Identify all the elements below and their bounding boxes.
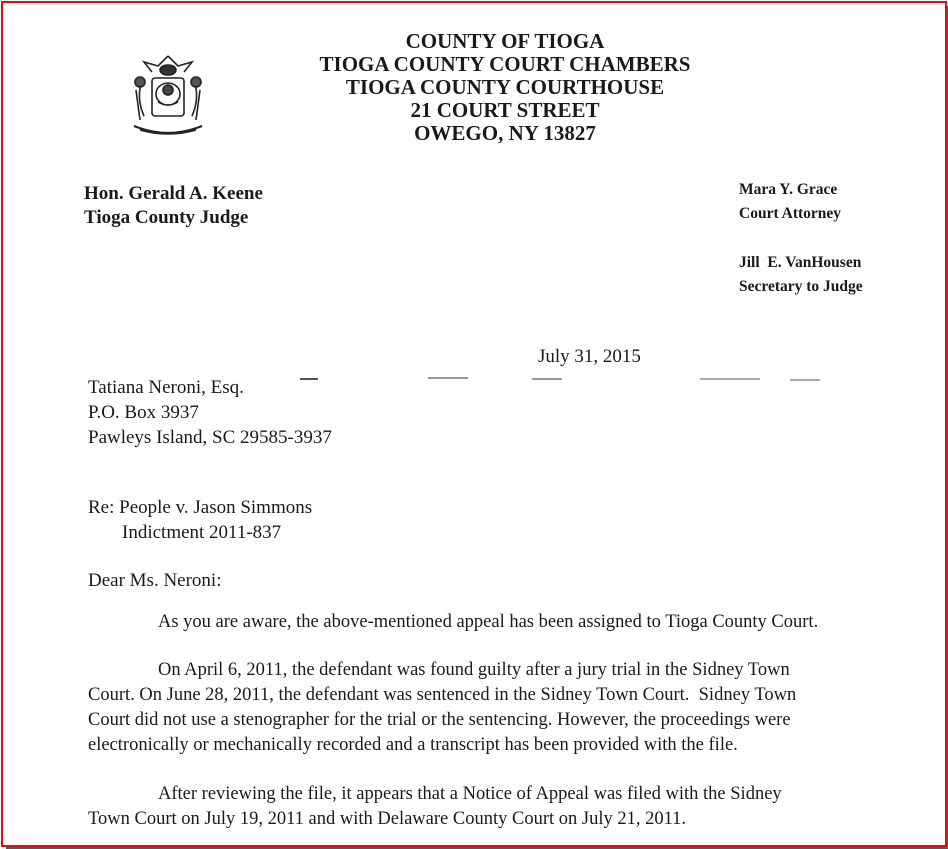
re-case: Re: People v. Jason Simmons <box>88 497 313 518</box>
staff-name: Jill E. VanHousen <box>739 254 862 271</box>
recipient-address <box>88 375 332 450</box>
paragraph-line: electronically or mechanically recorded and a transcript has been provided with the file. <box>88 735 738 755</box>
letterhead-line: OWEGO, NY 13827 <box>414 121 596 145</box>
scan-artifact <box>700 378 760 380</box>
staff-title: Court Attorney <box>739 205 842 222</box>
paragraph-line: Court. On June 28, 2011, the defendant was sentenced in the Sidney Town Court. Sidney Town <box>88 685 797 705</box>
scan-artifact <box>790 379 820 381</box>
recipient-address-line: Pawleys Island, SC 29585-3937 <box>88 427 332 448</box>
salutation: Dear Ms. Neroni: <box>88 570 222 591</box>
body-paragraph <box>88 782 918 832</box>
re-line <box>88 495 312 545</box>
recipient-address-line: P.O. Box 3937 <box>88 402 199 423</box>
re-indictment: Indictment 2011-837 <box>122 522 282 543</box>
letterhead-line: COUNTY OF TIOGA <box>405 29 605 53</box>
staff-name: Mara Y. Grace <box>739 181 838 198</box>
letterhead-line: TIOGA COUNTY COURTHOUSE <box>345 75 665 99</box>
judge-block <box>84 182 263 230</box>
staff-block <box>739 178 863 299</box>
letterhead <box>280 30 730 145</box>
letterhead-line: 21 COURT STREET <box>410 98 600 122</box>
scan-artifact <box>428 377 468 379</box>
paragraph-line: On April 6, 2011, the defendant was found guilty after a jury trial in the Sidney Town <box>158 660 790 680</box>
recipient-name: Tatiana Neroni, Esq. <box>88 377 244 398</box>
body-paragraph <box>88 658 918 758</box>
letter-date: July 31, 2015 <box>538 346 641 367</box>
new-york-state-seal-icon <box>122 50 214 142</box>
paragraph-line: Town Court on July 19, 2011 and with Delaware County Court on July 21, 2011. <box>88 809 687 829</box>
body-paragraph <box>88 610 918 635</box>
paragraph-line: As you are aware, the above-mentioned appeal has been assigned to Tioga County Court. <box>158 612 819 632</box>
judge-name: Hon. Gerald A. Keene <box>84 183 263 204</box>
judge-title: Tioga County Judge <box>84 207 249 228</box>
scan-artifact <box>532 378 562 380</box>
staff-title: Secretary to Judge <box>739 278 863 295</box>
paragraph-line: After reviewing the file, it appears that a Notice of Appeal was filed with the Sidney <box>158 784 782 804</box>
letterhead-line: TIOGA COUNTY COURT CHAMBERS <box>319 52 691 76</box>
paragraph-line: Court did not use a stenographer for the trial or the sentencing. However, the proceedings were <box>88 710 791 730</box>
